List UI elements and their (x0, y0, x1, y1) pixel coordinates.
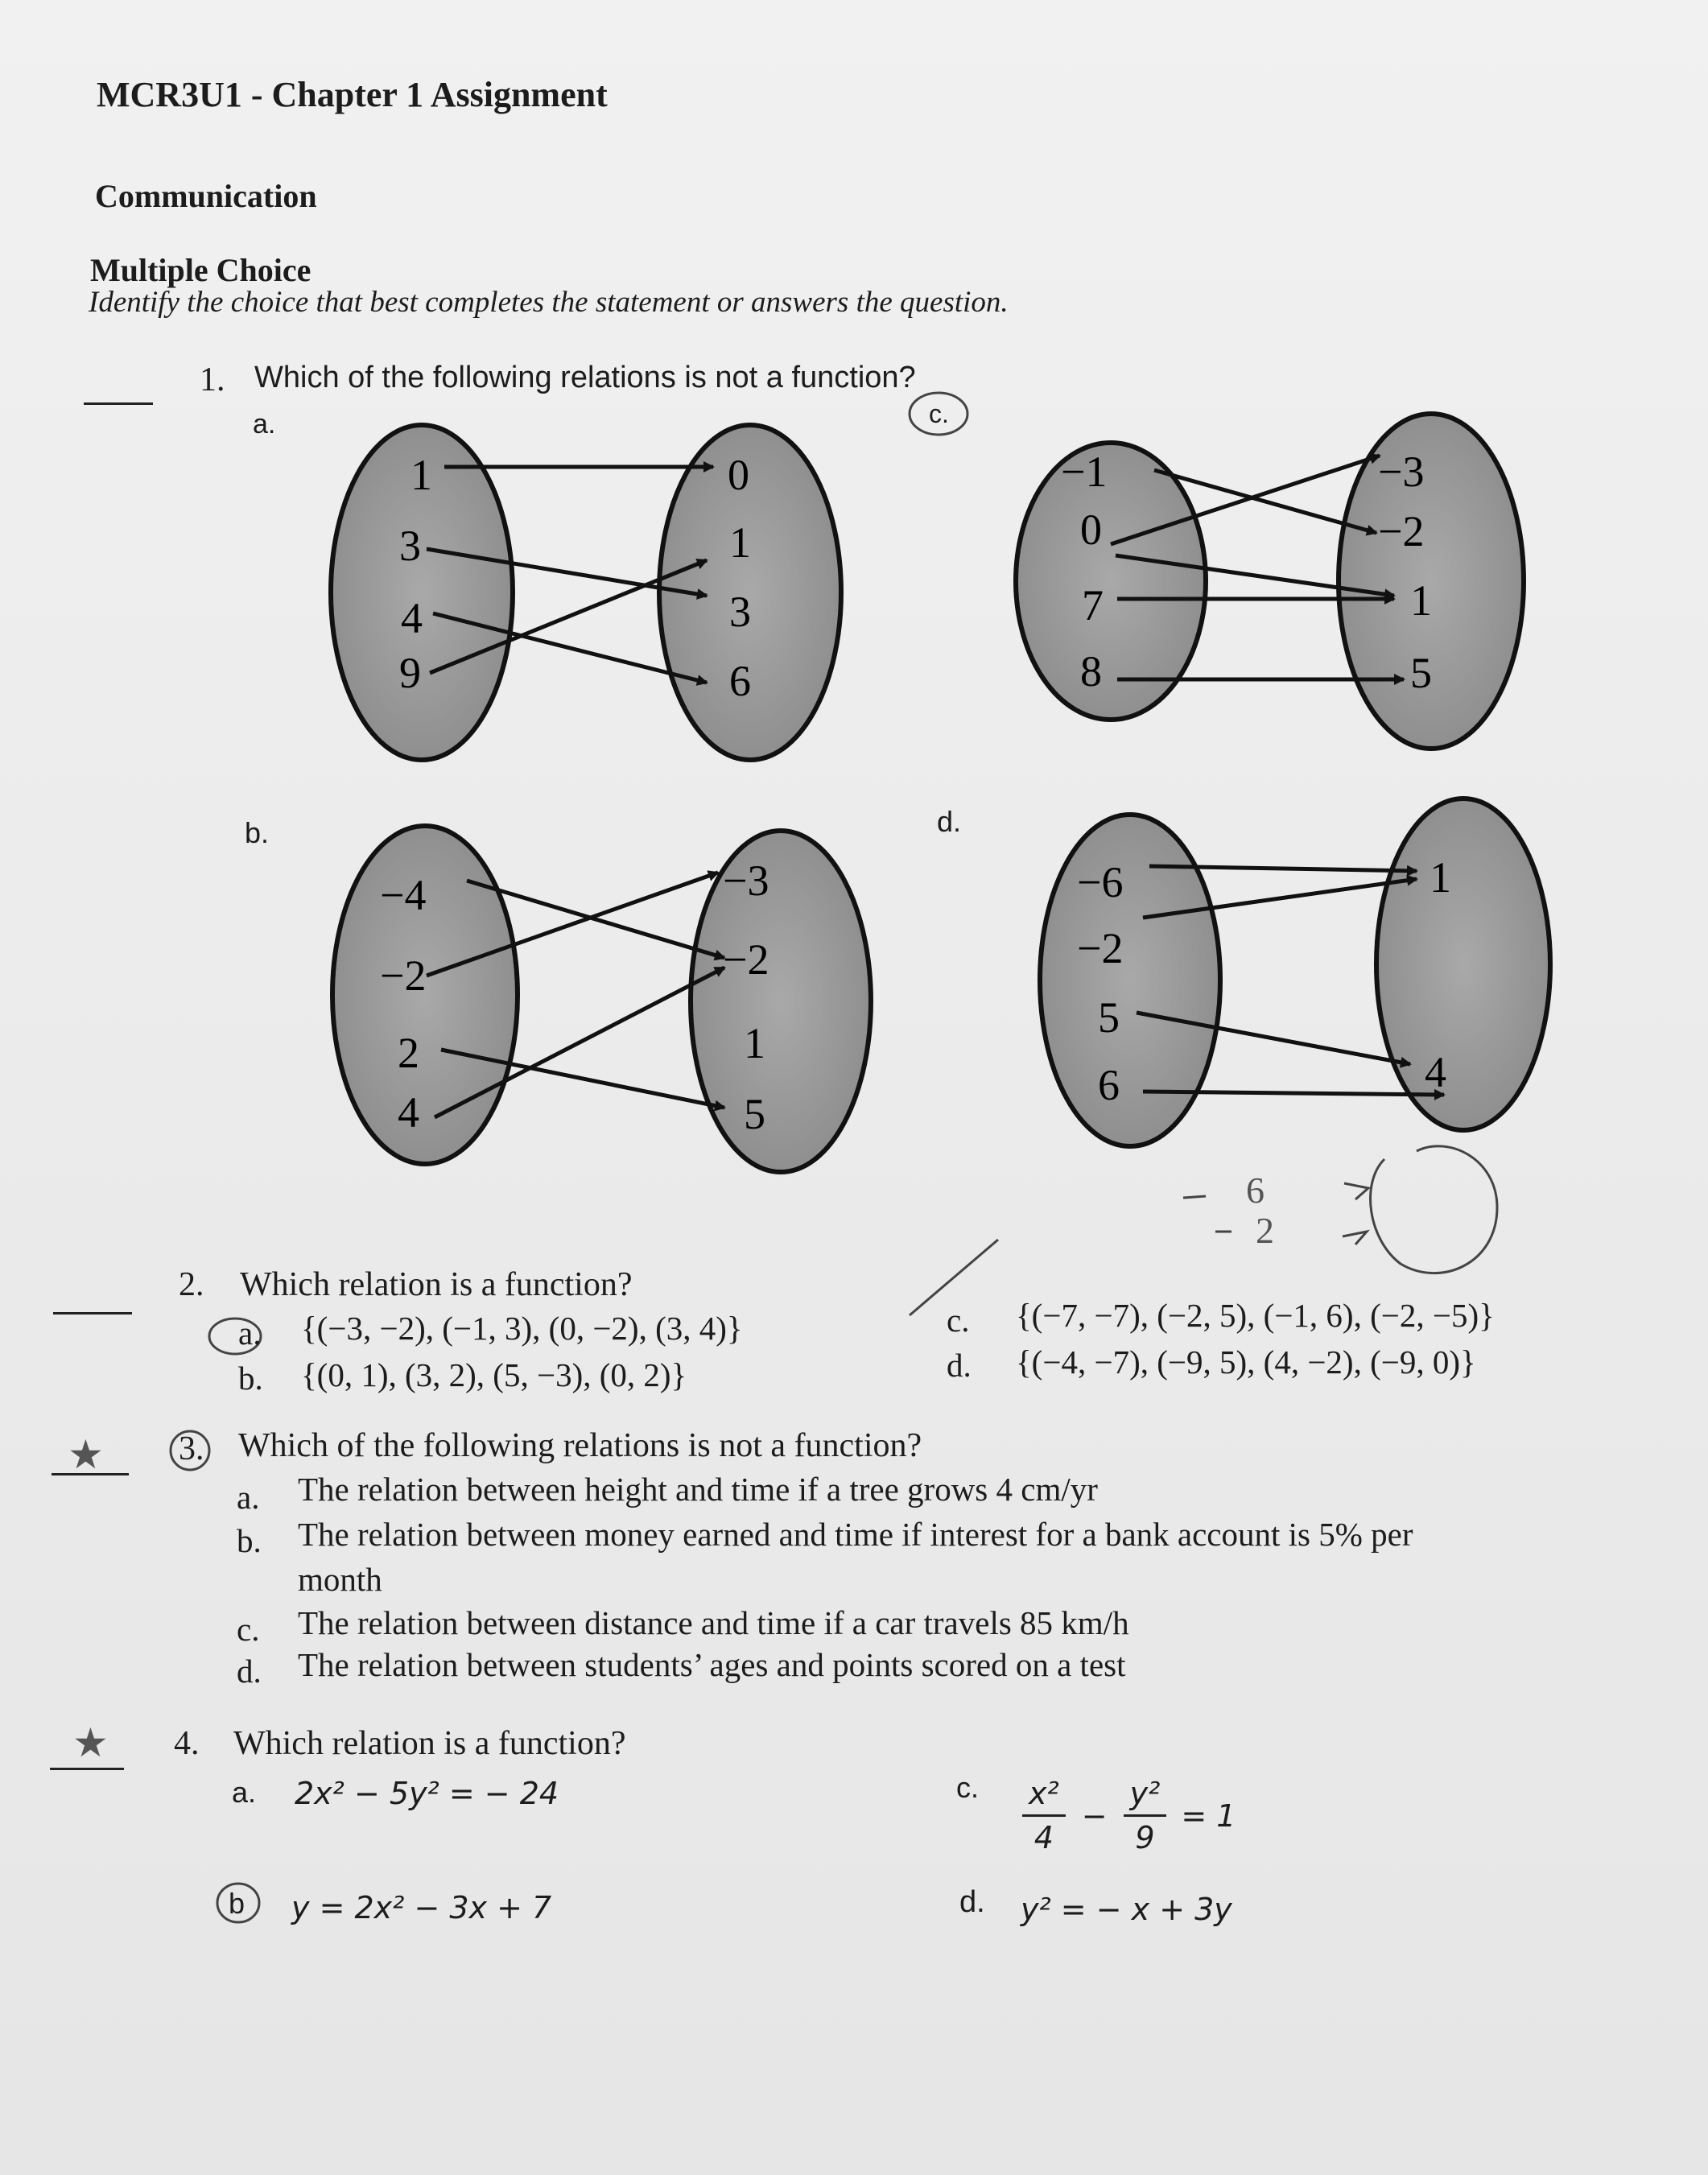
q4-text: Which relation is a function? (233, 1725, 626, 1762)
diagram-b-range-0: −3 (723, 856, 769, 905)
diagram-d-range-1: 4 (1425, 1048, 1446, 1096)
q3-option-c-text: The relation between distance and time if a car travels 85 km/h (298, 1604, 1129, 1641)
circle-mark-q1c (910, 393, 967, 435)
q3-option-b-label[interactable]: b. (237, 1522, 262, 1559)
fraction-y2-over-9 (1124, 1776, 1167, 1855)
diagram-a-domain-2: 4 (401, 594, 423, 642)
q1-diagram-c (1016, 414, 1524, 749)
diagram-d-range-oval (1376, 799, 1550, 1130)
q1-diagram-d (1040, 799, 1550, 1146)
diagram-c-domain-1: 0 (1080, 506, 1102, 554)
q2-option-b-label[interactable]: b. (238, 1360, 263, 1397)
diagram-d-domain-1: −2 (1077, 924, 1124, 972)
minus-sign: − (1081, 1797, 1108, 1834)
q4-option-a-equation: 2x² − 5y² = − 24 (295, 1776, 559, 1811)
q4-option-b-label[interactable]: b (229, 1887, 245, 1920)
q2-option-c-label[interactable]: c. (947, 1302, 970, 1339)
q2-option-b-text: {(0, 1), (3, 2), (5, −3), (0, 2)} (301, 1356, 687, 1393)
q2-option-c-text: {(−7, −7), (−2, 5), (−1, 6), (−2, −5)} (1016, 1297, 1495, 1334)
fraction-x2-over-4 (1022, 1776, 1066, 1855)
answer-blank-4[interactable] (50, 1768, 124, 1770)
q1-option-d-label[interactable]: d. (937, 805, 962, 838)
q1-number: 1. (200, 361, 225, 398)
diagram-a-range-2: 3 (729, 588, 751, 636)
diagram-c-domain-0: −1 (1061, 448, 1108, 496)
q3-option-a-label[interactable]: a. (237, 1479, 260, 1516)
handwritten-arrow (1344, 1183, 1368, 1199)
diagram-b-domain-2: 2 (398, 1029, 419, 1077)
handwritten-note-2: 2 (1256, 1210, 1274, 1251)
q2-option-d-text: {(−4, −7), (−9, 5), (4, −2), (−9, 0)} (1016, 1343, 1476, 1381)
diagram-d-domain-2: 5 (1098, 993, 1120, 1042)
diagram-d-domain-3: 6 (1098, 1061, 1120, 1109)
diagram-b-domain-0: −4 (380, 871, 427, 919)
diagram-d-domain-0: −6 (1077, 858, 1124, 906)
q4-number: 4. (174, 1725, 200, 1762)
instructions: Identify the choice that best completes the statement or answers the question. (89, 286, 1009, 319)
q1-diagram-a (331, 425, 841, 760)
diagram-b-range-oval (691, 831, 871, 1172)
handwritten-arrow (1343, 1232, 1367, 1244)
q4-option-d-equation: y² = − x + 3y (1021, 1892, 1232, 1927)
q3-option-b-text-cont: month (298, 1561, 382, 1598)
equation-rhs: = 1 (1181, 1797, 1236, 1834)
q3-option-d-label[interactable]: d. (237, 1653, 262, 1690)
q3-option-a-text: The relation between height and time if a tree grows 4 cm/yr (298, 1471, 1098, 1508)
q4-option-c-label[interactable]: c. (956, 1771, 980, 1804)
diagram-b-range-3: 5 (744, 1090, 765, 1138)
q4-option-b-equation: y = 2x² − 3x + 7 (291, 1890, 552, 1925)
fraction-denominator: 9 (1135, 1820, 1155, 1855)
q1-option-c-label[interactable]: c. (929, 399, 949, 428)
q2-number: 2. (179, 1266, 204, 1303)
diagram-a-range-3: 6 (729, 657, 751, 705)
diagram-c-range-3: 5 (1410, 649, 1432, 697)
diagram-b-range-2: 1 (744, 1019, 765, 1067)
q2-option-a-text: {(−3, −2), (−1, 3), (0, −2), (3, 4)} (301, 1310, 743, 1347)
diagram-c-domain-2: 7 (1082, 581, 1104, 629)
diagram-a-range-1: 1 (729, 518, 751, 567)
fraction-numerator: y² (1124, 1776, 1167, 1817)
handwritten-circle (1371, 1146, 1497, 1273)
diagram-a-domain-0: 1 (410, 451, 432, 499)
handwritten-dash (1183, 1196, 1206, 1198)
q3-option-b-text: The relation between money earned and time if interest for a bank account is 5% per (298, 1516, 1413, 1553)
q2-option-a-label[interactable]: a. (238, 1314, 262, 1352)
fraction-denominator: 4 (1033, 1820, 1054, 1855)
handwritten-note-6: 6 (1246, 1170, 1264, 1211)
answer-blank-2[interactable] (53, 1312, 132, 1314)
q4-option-c-equation (1017, 1776, 1236, 1855)
assignment-title: MCR3U1 - Chapter 1 Assignment (97, 75, 608, 114)
answer-blank-3[interactable] (52, 1473, 129, 1475)
subsection-heading: Multiple Choice (90, 252, 311, 288)
q1-option-a-label[interactable]: a. (253, 409, 276, 440)
diagram-b-range-1: −2 (723, 935, 769, 984)
q1-diagram-b (332, 826, 871, 1172)
diagram-b-domain-3: 4 (398, 1088, 419, 1137)
q4-option-a-label[interactable]: a. (232, 1776, 257, 1809)
q1-option-b-label[interactable]: b. (245, 816, 270, 849)
q2-option-d-label[interactable]: d. (947, 1347, 972, 1384)
diagram-c-range-1: −2 (1378, 507, 1425, 555)
section-heading: Communication (95, 178, 317, 214)
diagram-d-domain-oval (1040, 815, 1220, 1146)
diagram-b-domain-1: −2 (380, 951, 427, 1000)
diagram-c-domain-3: 8 (1080, 647, 1102, 695)
fraction-numerator: x² (1022, 1776, 1066, 1817)
q3-text: Which of the following relations is not a function? (238, 1427, 922, 1464)
diagram-c-range-2: 1 (1410, 576, 1432, 625)
diagram-c-range-0: −3 (1378, 448, 1425, 496)
diagram-a-domain-1: 3 (399, 522, 421, 570)
q3-option-c-label[interactable]: c. (237, 1611, 260, 1648)
q1-text: Which of the following relations is not a function? (254, 361, 916, 394)
diagram-a-range-0: 0 (728, 451, 749, 499)
q3-option-d-text: The relation between students’ ages and points scored on a test (298, 1646, 1126, 1683)
star-mark-q3: ★ (68, 1432, 104, 1477)
diagram-d-range-0: 1 (1430, 853, 1451, 902)
q2-text: Which relation is a function? (240, 1266, 633, 1303)
q4-option-d-label[interactable]: d. (959, 1885, 985, 1919)
star-mark-q4: ★ (72, 1720, 109, 1765)
diagram-a-domain-3: 9 (399, 649, 421, 697)
q3-number: 3. (179, 1430, 204, 1467)
